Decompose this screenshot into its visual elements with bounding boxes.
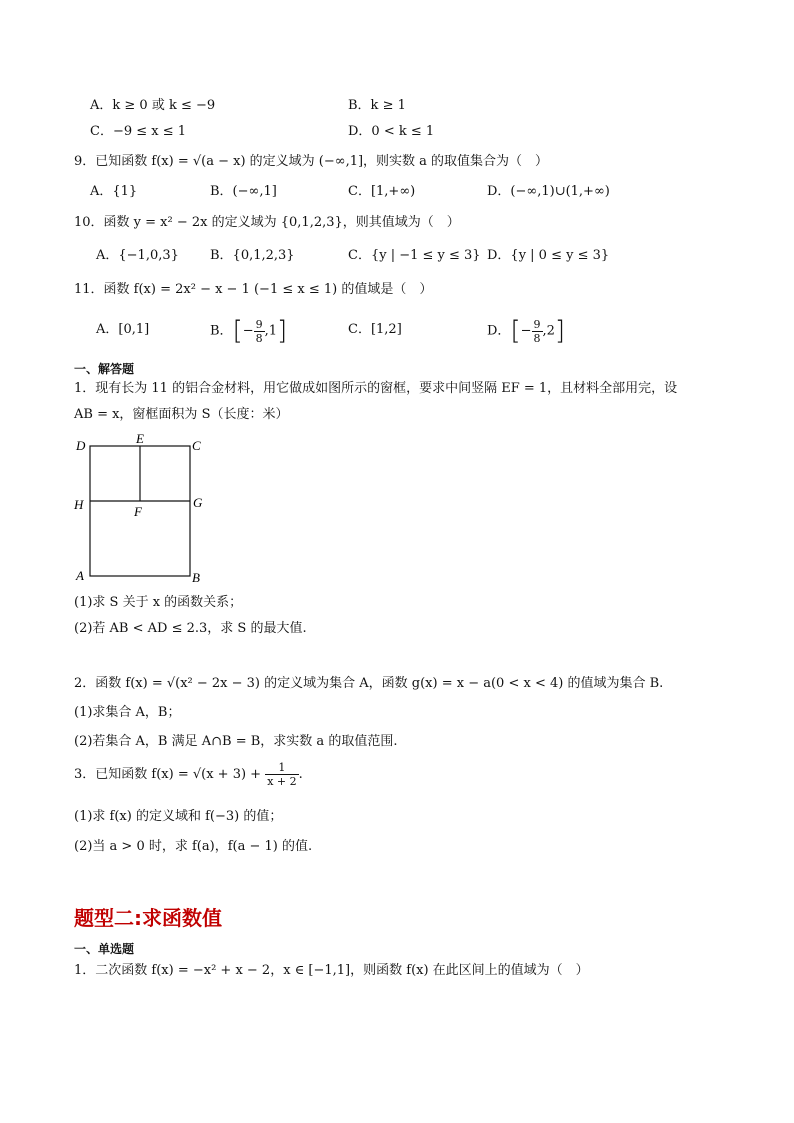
label-f: F	[134, 504, 142, 519]
q10-option-d: D．{y | 0 ≤ y ≤ 3}	[487, 248, 610, 263]
p3-stem-prefix: 3．已知函数 f(x) = √(x + 3) +	[74, 767, 262, 782]
label-b: B	[192, 570, 200, 585]
p3-stem	[74, 760, 303, 790]
fraction-numerator: 9	[533, 317, 541, 331]
q10-option-b: B．{0,1,2,3}	[210, 248, 295, 263]
q10-option-a: A．{−1,0,3}	[96, 248, 179, 263]
label-e: E	[136, 431, 144, 446]
fraction-denominator: x + 2	[267, 775, 297, 788]
fraction	[265, 761, 298, 788]
type2-heading: 题型二:求函数值	[74, 906, 222, 930]
q11-option-a: A．[0,1]	[96, 322, 150, 337]
p3-sub1: (1)求 f(x) 的定义域和 f(−3) 的值；	[74, 809, 283, 824]
q11-stem: 11．函数 f(x) = 2x² − x − 1 (−1 ≤ x ≤ 1) 的值域是（ ）	[74, 282, 433, 297]
q11-option-b-label: B．	[210, 323, 233, 339]
q11-option-d-rest: ,2	[542, 323, 555, 339]
q8-option-c: C．−9 ≤ x ≤ 1	[90, 124, 187, 139]
fraction-numerator: 9	[255, 317, 263, 331]
q9-option-c: C．[1,+∞)	[348, 184, 416, 199]
label-g: G	[193, 495, 203, 510]
p1-stem-line1: 1．现有长为 11 的铝合金材料，用它做成如图所示的窗框，要求中间竖隔 EF = 1，且材料全部用完，设	[74, 381, 678, 396]
p3-stem-suffix: .	[298, 767, 303, 782]
q11-option-b-rest: ,1	[264, 323, 278, 339]
q9-option-b: B．(−∞,1]	[210, 184, 277, 199]
fraction	[254, 318, 265, 345]
section-title-single-choice: 一、单选题	[74, 942, 135, 956]
fraction-denominator: 8	[255, 331, 263, 345]
p1-sub2: (2)若 AB < AD ≤ 2.3，求 S 的最大值.	[74, 621, 307, 636]
p2-sub2: (2)若集合 A，B 满足 A∩B = B，求实数 a 的取值范围.	[74, 734, 398, 749]
q9-stem: 9．已知函数 f(x) = √(a − x) 的定义域为 (−∞,1]，则实数 a 的取值集合为（ ）	[74, 154, 549, 169]
fraction-denominator: 8	[533, 331, 541, 345]
q10-stem: 10．函数 y = x² − 2x 的定义域为 {0,1,2,3}，则其值域为（ ）	[74, 215, 460, 230]
q8-option-d: D．0 < k ≤ 1	[348, 124, 435, 139]
label-c: C	[192, 438, 201, 453]
label-h: H	[74, 497, 84, 512]
p2-stem: 2．函数 f(x) = √(x² − 2x − 3) 的定义域为集合 A，函数 g(x) = x − a(0 < x < 4) 的值域为集合 B.	[74, 676, 664, 691]
right-bracket: ]	[554, 316, 566, 346]
label-d: D	[76, 438, 86, 453]
section-title-answer: 一、解答题	[74, 362, 135, 376]
p1-stem-line2: AB = x，窗框面积为 S（长度：米）	[74, 407, 289, 422]
label-a: A	[76, 568, 84, 583]
q9-option-d: D．(−∞,1)∪(1,+∞)	[487, 184, 610, 199]
left-bracket: [	[510, 316, 521, 346]
q11-option-d: D．[− $\frac{9}{8}$ ,2]	[487, 316, 566, 346]
p3-sub2: (2)当 a > 0 时，求 f(a)，f(a − 1) 的值.	[74, 839, 313, 854]
t2q1-stem: 1．二次函数 f(x) = −x² + x − 2，x ∈ [−1,1]，则函数 f(x) 在此区间上的值域为（ ）	[74, 963, 589, 978]
window-frame-diagram	[70, 430, 210, 590]
fraction-numerator: 1	[265, 761, 298, 775]
fraction	[532, 318, 543, 345]
q11-option-c: C．[1,2]	[348, 322, 402, 337]
q11-option-b: B．[− $\frac{9}{8}$ ,1]	[210, 316, 288, 346]
q10-option-c: C．{y | −1 ≤ y ≤ 3}	[348, 248, 481, 263]
right-bracket: ]	[277, 316, 288, 346]
q8-option-a: A．k ≥ 0 或 k ≤ −9	[90, 98, 216, 113]
q11-option-d-label: D．	[487, 323, 511, 339]
p1-sub1: (1)求 S 关于 x 的函数关系；	[74, 595, 243, 610]
q9-option-a: A．{1}	[90, 184, 138, 199]
left-bracket: [	[232, 316, 243, 346]
q8-option-b: B．k ≥ 1	[348, 98, 406, 113]
p2-sub1: (1)求集合 A，B；	[74, 705, 181, 720]
